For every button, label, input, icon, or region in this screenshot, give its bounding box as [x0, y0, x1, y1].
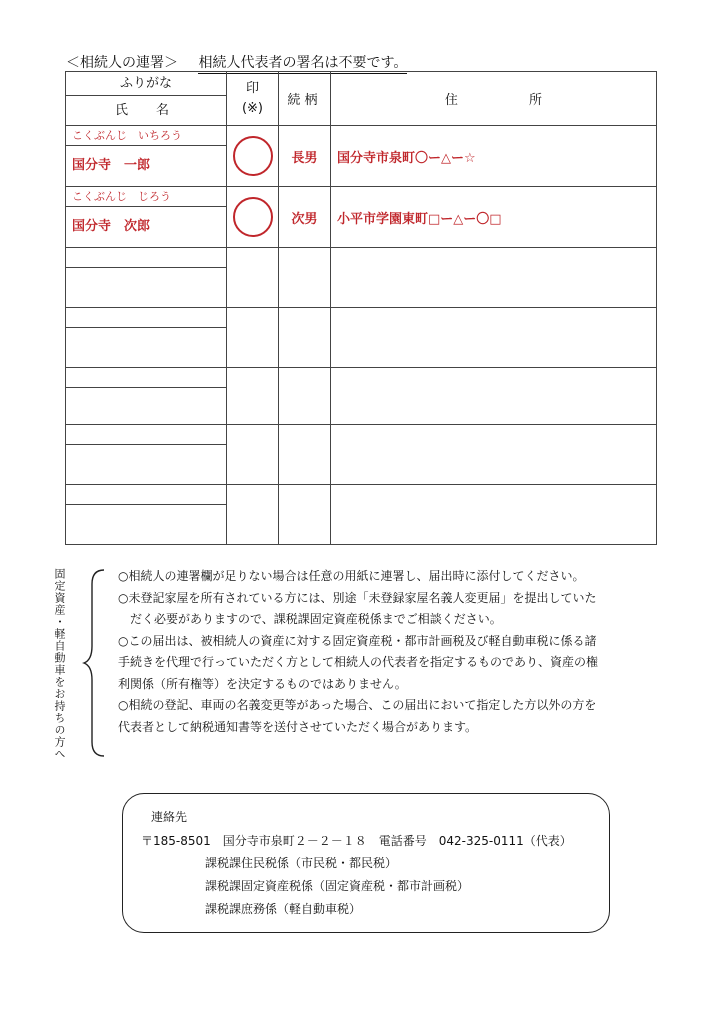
- notes: [118, 566, 658, 738]
- name-cell[interactable]: [66, 308, 227, 368]
- contact-dept-1: 課税課住民税係（市民税・都民税）: [205, 856, 398, 870]
- furigana-field[interactable]: [66, 368, 226, 388]
- seal-cell[interactable]: [227, 187, 279, 248]
- table-row: [66, 425, 657, 485]
- relation-field[interactable]: [279, 308, 331, 368]
- heirs-signature-table: [65, 71, 657, 545]
- furigana-field[interactable]: [66, 248, 226, 268]
- note-4: ○相続の登記、車両の名義変更等があった場合、この届出において指定した方以外の方を: [118, 698, 597, 712]
- address-field[interactable]: 国分寺市泉町〇ー△ー☆: [331, 126, 657, 187]
- note-2: ○未登記家屋を所有されている方には、別途「未登録家屋名義人変更届」を提出していた: [118, 590, 597, 605]
- header-name: 氏名: [114, 103, 197, 118]
- header-address-2: 所: [529, 93, 543, 108]
- table-header-row: [66, 72, 657, 126]
- contact-dept-2: 課税課固定資産税係（固定資産税・都市計画税）: [205, 879, 470, 893]
- name-cell[interactable]: [66, 126, 227, 187]
- table-row: [66, 126, 657, 187]
- note-3-cont-1: 手続きを代理で行っていただく方として相続人の代表者を指定するものであり、資産の権: [118, 655, 599, 669]
- relation-field[interactable]: [279, 425, 331, 485]
- seal-cell[interactable]: [227, 368, 279, 425]
- side-label: 固定資産・軽自動車をお持ちの方へ: [53, 568, 66, 760]
- address-field[interactable]: [331, 485, 657, 545]
- furigana-field[interactable]: こくぶんじ いちろう: [66, 126, 226, 146]
- section-note: 相続人代表者の署名は不要です。: [198, 52, 407, 74]
- contact-address: 〒185-8501 国分寺市泉町２－２－１８ 電話番号 042-325-0111（代表）: [141, 834, 572, 848]
- furigana-field[interactable]: [66, 425, 226, 445]
- note-1: ○相続人の連署欄が足りない場合は任意の用紙に連署し、届出時に添付してください。: [118, 569, 585, 583]
- name-cell[interactable]: [66, 368, 227, 425]
- name-cell[interactable]: [66, 485, 227, 545]
- header-name-cell: [66, 72, 227, 126]
- seal-cell[interactable]: [227, 308, 279, 368]
- furigana-field[interactable]: [66, 485, 226, 505]
- relation-field[interactable]: [279, 485, 331, 545]
- address-field[interactable]: 小平市学園東町□ー△ー〇□: [331, 187, 657, 248]
- address-field[interactable]: [331, 308, 657, 368]
- header-seal-cell: [227, 72, 279, 126]
- furigana-field[interactable]: こくぶんじ じろう: [66, 187, 226, 207]
- furigana-field[interactable]: [66, 308, 226, 328]
- name-cell[interactable]: [66, 187, 227, 248]
- seal-circle-icon: [233, 197, 273, 237]
- table-row: [66, 248, 657, 308]
- contact-box: [122, 793, 610, 933]
- table-row: [66, 368, 657, 425]
- seal-cell[interactable]: [227, 248, 279, 308]
- header-seal-note: (※): [241, 100, 264, 116]
- seal-cell[interactable]: [227, 485, 279, 545]
- seal-cell[interactable]: [227, 425, 279, 485]
- contact-dept-3: 課税課庶務係（軽自動車税）: [205, 902, 362, 916]
- address-field[interactable]: [331, 368, 657, 425]
- header-address-cell: [331, 72, 657, 126]
- note-2-cont: だく必要がありますので、課税課固定資産税係までご相談ください。: [130, 612, 502, 626]
- note-3: ○この届出は、被相続人の資産に対する固定資産税・都市計画税及び軽自動車税に係る諸: [118, 633, 597, 648]
- header-furigana: ふりがな: [66, 72, 226, 96]
- header-seal: 印: [245, 80, 259, 96]
- seal-circle-icon: [233, 136, 273, 176]
- name-field[interactable]: 国分寺 次郎: [72, 219, 151, 234]
- address-field[interactable]: [331, 248, 657, 308]
- relation-field[interactable]: 次男: [279, 187, 331, 248]
- section-title: ＜相続人の連署＞: [66, 55, 178, 71]
- relation-field[interactable]: [279, 368, 331, 425]
- relation-field[interactable]: [279, 248, 331, 308]
- note-3-cont-2: 利関係（所有権等）を決定するものではありません。: [118, 676, 407, 691]
- address-field[interactable]: [331, 425, 657, 485]
- name-cell[interactable]: [66, 425, 227, 485]
- table-row: [66, 187, 657, 248]
- header-address-1: 住: [444, 93, 458, 108]
- relation-field[interactable]: 長男: [279, 126, 331, 187]
- contact-title: 連絡先: [151, 810, 188, 824]
- brace-icon: [82, 568, 108, 758]
- seal-cell[interactable]: [227, 126, 279, 187]
- name-cell[interactable]: [66, 248, 227, 308]
- note-4-cont: 代表者として納税通知書等を送付させていただく場合があります。: [118, 719, 478, 734]
- table-row: [66, 308, 657, 368]
- header-relation: 続柄: [279, 72, 331, 126]
- name-field[interactable]: 国分寺 一郎: [72, 158, 151, 173]
- table-row: [66, 485, 657, 545]
